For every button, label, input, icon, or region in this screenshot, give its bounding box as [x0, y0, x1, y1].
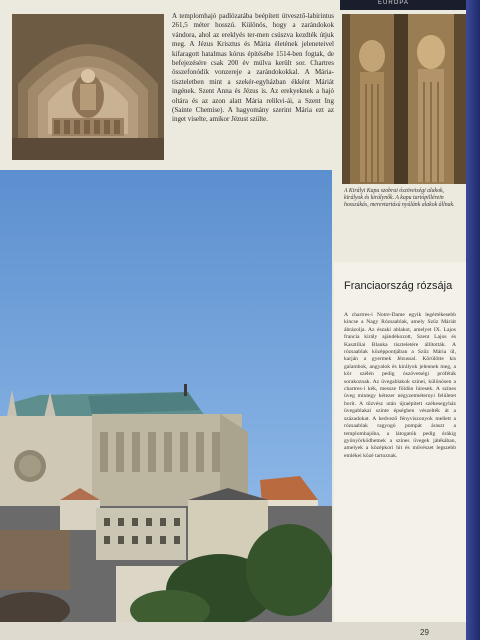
page-number: 29	[420, 628, 429, 637]
sidebar-body	[344, 312, 456, 460]
sidebar-title: Franciaország rózsája	[344, 280, 453, 292]
book-edge	[466, 0, 480, 640]
sidebar-paragraph: A chartres-i Notre-Dame egyik legértékesebb kincse a Nagy Rózsaablak, amely Szűz Máriát ábrázolja. Az északi ablakot, amelyet IX. Lajos francia király ajándékozott, Szent Lajos és Kasztíliai Blanka tiszteletére állították. A rózsaablak középpontjában a Szűz Mária ül, karján a gyermek Jézussal. Körülötte kis galambok, angyalok és királyok jelennek meg, a kör szélén pedig ószövetségi próféták sorakoznak. Az üvegablakok színei, különösen a chartres-i kék, messze földön híresek. A színes üveg mintegy kétezer négyzetméternyi felületet borít. A tűzvész után újraépített székesegyház üvegablakai szinte épségben vészelték át a századokat. A kedvező fényviszonyok mellett a rózsaablak ragyogó pompát áraszt a templomhajóba, a látogatók pedig órákig gyönyörködhetnek a színes üvegek játékában, amelyek a középkori hit és művészet legszebb emlékei közé tartoznak.	[344, 312, 456, 459]
statues-caption: A Királyi Kapu szobrai ószövetségi alakok, királyok és királynők. A kapu tartópillérein hosszúkás, merevtartású nyúlánk alakok állnak.	[344, 188, 455, 208]
intro-text	[172, 12, 334, 125]
portal-relief-photo	[12, 14, 164, 160]
cathedral-photo	[0, 170, 332, 622]
intro-paragraph: A templomhajó padlózatába beépített útvesztő-labirintus 261,5 méter hosszú. Különös, hogy a zarándokok vándora, ahol az ereklyés ter-men csúszva kezdték útjuk meg. A Jézus Krisztus és Mária életének jeleneteivel kifaragott hatalmas kórus építésébe 1514-ben fogtak, de befejezésére csak 200 év múlva került sor. Chartres összefonódik vonzereje a zarándokokkal. A Mária-tiszteletben mint a szekér-egyházban ékként Máriát ingének. Szent Anna és Jézus is. Az erekyeknek a hajó oltára és az azon alatt Mária relikvi-ái, a Szent Ing (Sainte Chemise). A hagyomány szerint Mária ezt az inget viselte, amikor Jézust szülte.	[172, 12, 334, 124]
bottom-strip	[0, 622, 466, 640]
statues-photo	[342, 14, 466, 184]
section-label: EURÓPA	[378, 0, 409, 6]
